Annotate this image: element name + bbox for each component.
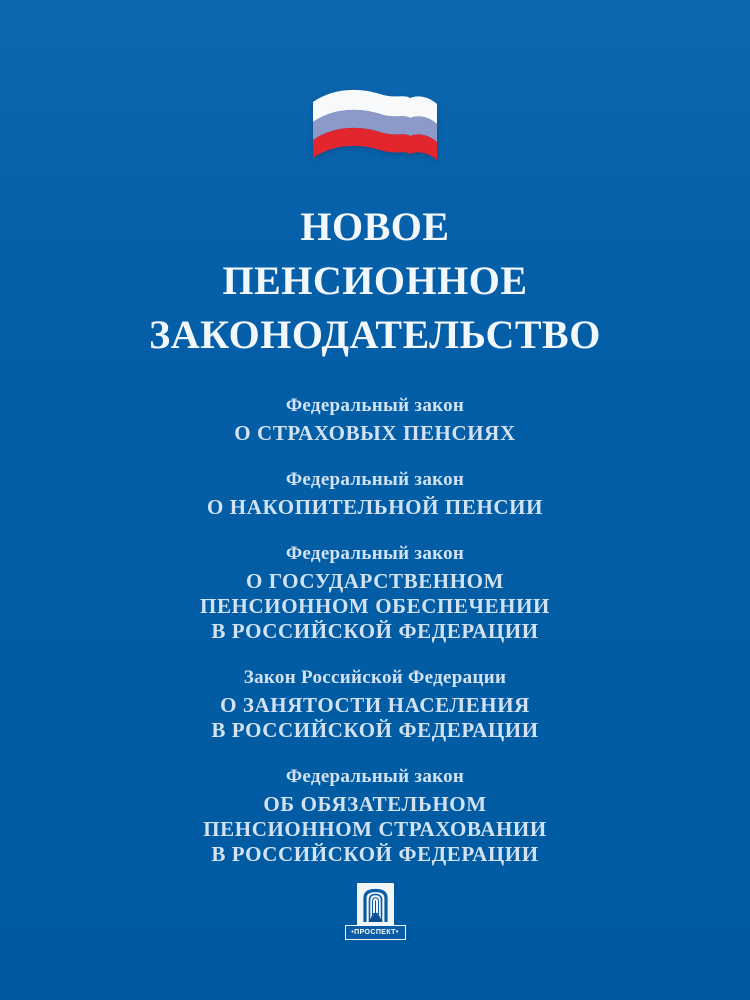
law-item — [0, 666, 750, 743]
law-name-line: О НАКОПИТЕЛЬНОЙ ПЕНСИИ — [206, 495, 544, 519]
law-list — [0, 394, 750, 889]
title-line: НОВОЕ — [300, 204, 450, 249]
law-name-line: ПЕНСИОННОМ СТРАХОВАНИИ — [203, 817, 547, 841]
law-name-line: В РОССИЙСКОЙ ФЕДЕРАЦИИ — [211, 718, 539, 742]
law-item — [0, 468, 750, 520]
law-name-line: О ЗАНЯТОСТИ НАСЕЛЕНИЯ — [220, 693, 530, 717]
law-name-line: ОБ ОБЯЗАТЕЛЬНОМ — [263, 792, 487, 816]
law-type: Федеральный закон — [285, 469, 465, 490]
law-type: Федеральный закон — [285, 543, 465, 564]
prospekt-logo-icon — [357, 883, 394, 926]
law-type: Федеральный закон — [285, 395, 465, 416]
law-item — [0, 765, 750, 867]
law-name-line: О ГОСУДАРСТВЕННОМ — [245, 569, 505, 593]
law-item — [0, 542, 750, 644]
law-type: Закон Российской Федерации — [243, 667, 507, 688]
law-name-line: О СТРАХОВЫХ ПЕНСИЯХ — [234, 421, 516, 445]
law-name-line: ПЕНСИОННОМ ОБЕСПЕЧЕНИИ — [200, 594, 550, 618]
law-name-line: В РОССИЙСКОЙ ФЕДЕРАЦИИ — [211, 842, 539, 866]
law-item — [0, 394, 750, 446]
book-title — [0, 200, 750, 362]
law-type: Федеральный закон — [285, 766, 465, 787]
russian-flag-icon — [310, 84, 440, 164]
title-line: ЗАКОНОДАТЕЛЬСТВО — [149, 312, 601, 357]
law-name-line: В РОССИЙСКОЙ ФЕДЕРАЦИИ — [211, 619, 539, 643]
publisher-name: •ПРОСПЕКТ• — [345, 925, 406, 940]
publisher-logo — [340, 883, 410, 940]
title-line: ПЕНСИОННОЕ — [222, 258, 528, 303]
